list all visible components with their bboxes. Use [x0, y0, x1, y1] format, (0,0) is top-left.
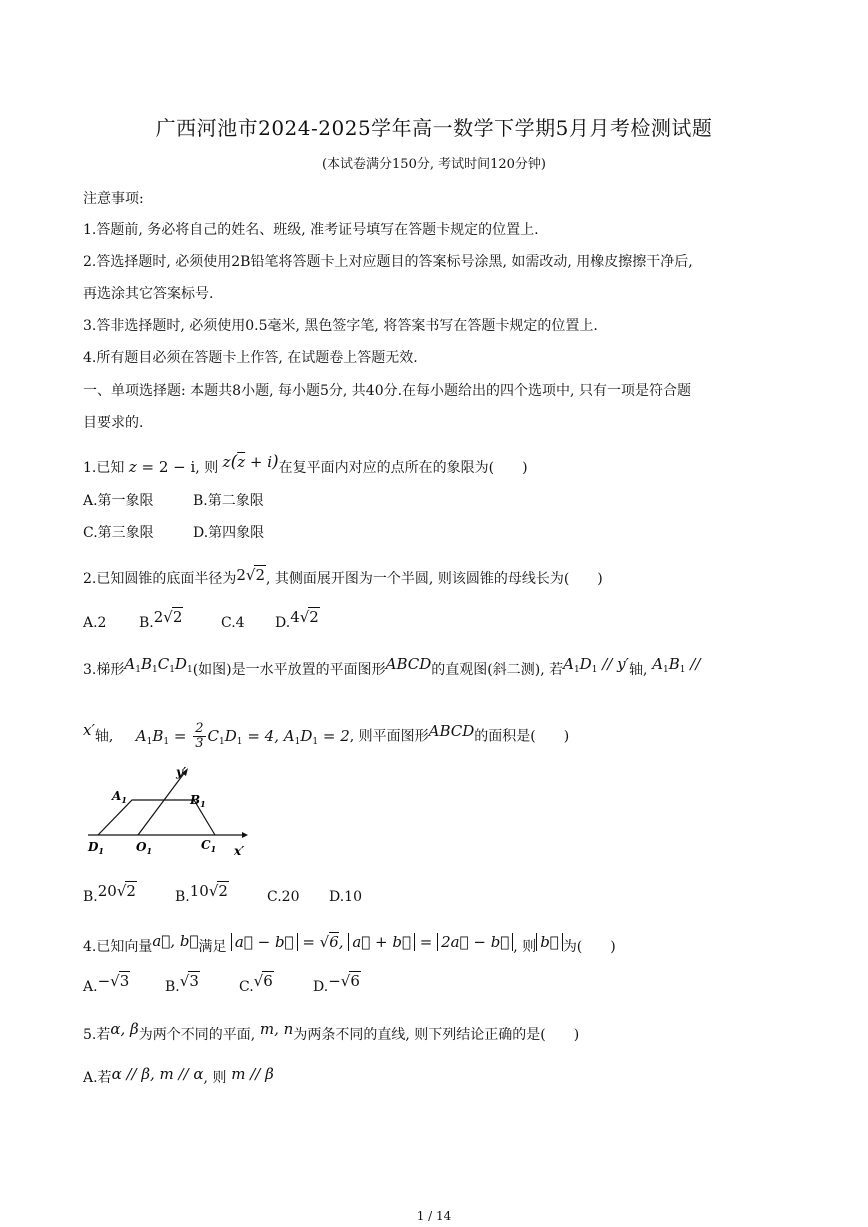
q5-mid: 为两个不同的平面,: [138, 1027, 256, 1043]
label-d1: $D_1$: [88, 840, 104, 856]
q3-figure: [84, 762, 254, 862]
q2-option-d: D.: [275, 615, 291, 631]
q5-suffix: 为两条不同的直线, 则下列结论正确的是( ): [293, 1027, 580, 1043]
q1-option-c: C.第三象限: [83, 525, 154, 541]
q4-option-d: D.: [313, 979, 329, 995]
label-a1: $A_1$: [112, 789, 127, 805]
q4-suffix1: , 则: [513, 939, 537, 955]
label-o1: $O_1$: [136, 840, 153, 856]
q4-option-b: B.: [165, 979, 180, 995]
q3-option-a: B.: [83, 889, 98, 905]
q3-option-c: C.20: [267, 889, 300, 905]
question-1: 1.已知 z = 2 − i, 则 $z(\overline{z} + i)$在复平面内对应的点所在的象限为( ): [83, 452, 528, 476]
q3-options: B.20√2 B.10√2 C.20 D.10: [83, 882, 362, 905]
q4-mid: 满足: [198, 939, 227, 955]
label-y: y′: [176, 765, 187, 779]
q5-prefix: 5.若: [83, 1027, 111, 1043]
page-number: 1 / 14: [416, 1209, 452, 1223]
q4-option-c: C.: [239, 979, 254, 995]
q2-options: A.2 B.2√2 C.4 D.4√2: [83, 608, 319, 631]
q2-option-b: B.: [139, 615, 154, 631]
x-axis-arrow: [242, 832, 248, 838]
q2-suffix: , 其侧面展开图为一个半圆, 则该圆锥的母线长为( ): [266, 571, 603, 587]
q4-option-a: A.: [83, 979, 98, 995]
label-b1: $B_1$: [190, 793, 206, 809]
q1-suffix: 在复平面内对应的点所在的象限为( ): [278, 460, 528, 476]
q4-formula: a⃗ − b⃗ = √6, a⃗ + b⃗ = 2a⃗ − b⃗: [231, 933, 513, 951]
question-4: 4.已知向量a⃗, b⃗满足 a⃗ − b⃗ = √6, a⃗ + b⃗ = 2a⃗ − b⃗ , 则 b⃗ 为( ): [83, 932, 616, 955]
q5-option-a: A.若α // β, m // α, 则 m // β: [83, 1065, 274, 1086]
note-item: 1.答题前, 务必将自己的姓名、班级, 准考证号填写在答题卡规定的位置上.: [83, 222, 539, 238]
page-title: 广西河池市2024-2025学年高一数学下学期5月月考检测试题: [155, 116, 713, 140]
q1-options-row1: [83, 491, 264, 511]
notes-heading: 注意事项:: [83, 191, 144, 207]
section-heading: 一、单项选择题: 本题共8小题, 每小题5分, 共40分.在每小题给出的四个选项中, 只有一项是符合题: [83, 383, 691, 399]
q2-prefix: 2.已知圆锥的底面半径为: [83, 571, 237, 587]
question-5: 5.若α, β为两个不同的平面, m, n为两条不同的直线, 则下列结论正确的是( ): [83, 1020, 580, 1043]
label-c1: $C_1$: [201, 838, 217, 854]
section-heading-cont: 目要求的.: [83, 415, 144, 431]
q1-prefix: 1.已知: [83, 460, 125, 476]
note-item: 再选涂其它答案标号.: [83, 286, 214, 302]
q1-formula-expr: $z(\overline{z} + i)$: [222, 452, 279, 472]
exam-subtitle: (本试卷满分150分, 考试时间120分钟): [321, 157, 547, 172]
q3-option-b: B.: [175, 889, 190, 905]
note-item: 2.答选择题时, 必须使用2B铅笔将答题卡上对应题目的答案标号涂黑, 如需改动, 用橡皮擦擦干净后,: [83, 254, 693, 270]
q1-mid: , 则: [195, 460, 219, 476]
note-item: 4.所有题目必须在答题卡上作答, 在试题卷上答题无效.: [83, 350, 418, 366]
question-3-cont: x′轴, $A_1B_1$ = $\frac{2}{3}$ $C_1D_1 = 4$, $A_1D_1 = 2$, 则平面图形ABCD的面积是( ): [83, 720, 570, 751]
q3-formula: $A_1B_1$ = $\frac{2}{3}$ $C_1D_1 = 4$, $A_1D_1 = 2$: [135, 721, 350, 751]
q1-option-b: B.第二象限: [193, 493, 264, 509]
y-axis: [138, 772, 185, 835]
q2-option-a: A.2: [83, 615, 107, 631]
q1-option-a: A.第一象限: [83, 493, 154, 509]
q3-option-d: D.10: [329, 889, 362, 905]
q3-prefix: 3.梯形: [83, 662, 125, 678]
q1-options-row2: [83, 523, 264, 543]
q1-formula-z: z: [128, 458, 137, 476]
question-2: [83, 568, 603, 589]
note-item: 3.答非选择题时, 必须使用0.5毫米, 黑色签字笔, 将答案书写在答题卡规定的位置上.: [83, 318, 598, 334]
q4-options: A.−√3 B.√3 C.√6 D.−√6: [83, 972, 360, 995]
q4-suffix2: 为( ): [562, 939, 616, 955]
q2-formula: 2√2: [236, 566, 266, 584]
question-3: 3.梯形$A_1B_1C_1D_1$(如图)是一水平放置的平面图形ABCD的直观图(斜二测), 若$A_1D_1 // y'$轴, $A_1B_1$ //: [83, 655, 701, 678]
label-x: x′: [234, 844, 245, 858]
q2-option-c: C.4: [221, 615, 245, 631]
q1-option-d: D.第四象限: [193, 525, 265, 541]
q4-prefix: 4.已知向量: [83, 939, 153, 955]
